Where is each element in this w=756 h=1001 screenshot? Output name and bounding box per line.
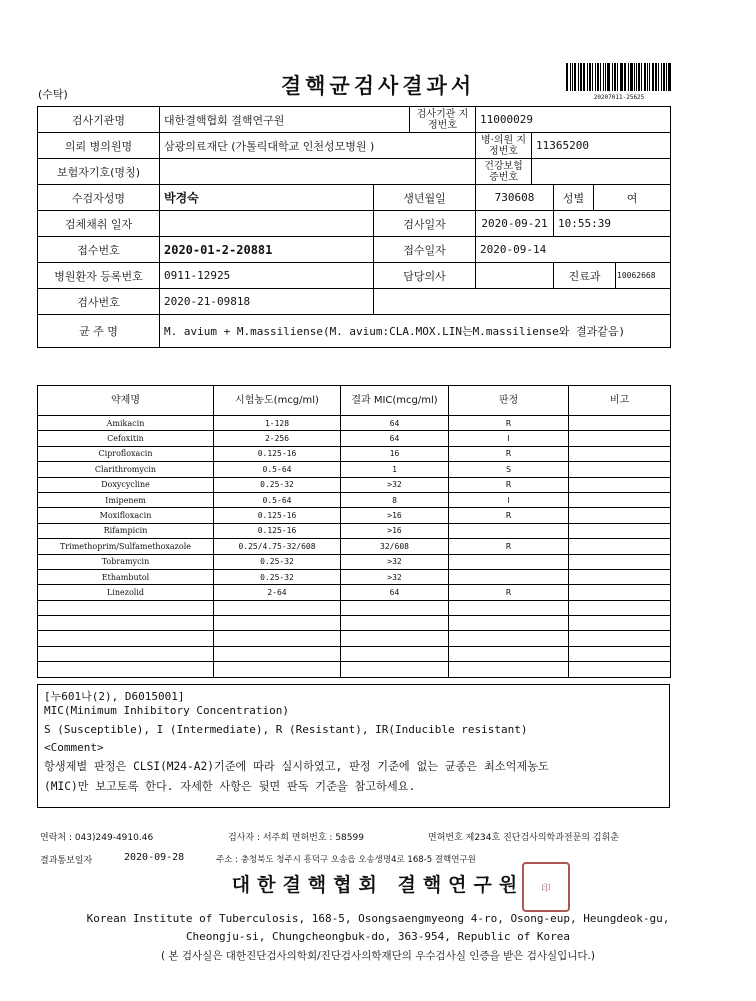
- mic-value: 64: [341, 585, 449, 600]
- mic-row: [38, 446, 671, 461]
- remark: [569, 462, 671, 477]
- lab-value: 대한결핵협회 결핵연구원: [160, 107, 410, 133]
- dob-value: 730608: [476, 185, 554, 211]
- barcode-bar: [587, 63, 588, 91]
- species-label: 균 주 명: [38, 315, 160, 348]
- interpretation: [449, 646, 569, 661]
- mic-row: [38, 492, 671, 507]
- received-value: 2020-09-14: [476, 237, 671, 263]
- test-range: [214, 600, 341, 615]
- interpretation: R: [449, 446, 569, 461]
- interpretation: R: [449, 508, 569, 523]
- mic-row: [38, 523, 671, 538]
- mic-value: [341, 631, 449, 646]
- patient-info-table: [37, 106, 671, 348]
- barcode-bar: [605, 63, 607, 91]
- mic-value: >16: [341, 523, 449, 538]
- mic-row: [38, 508, 671, 523]
- barcode-bar: [661, 63, 662, 91]
- dept-value: 10062668: [616, 263, 671, 289]
- mic-row: [38, 569, 671, 584]
- mic-value: 16: [341, 446, 449, 461]
- remark: [569, 508, 671, 523]
- remark: [569, 539, 671, 554]
- remark: [569, 431, 671, 446]
- sex-value: 여: [594, 185, 671, 211]
- barcode-bar: [649, 63, 650, 91]
- interpretation: I: [449, 492, 569, 507]
- test-range: [214, 631, 341, 646]
- remark: [569, 446, 671, 461]
- drug-name: Imipenem: [38, 492, 214, 507]
- test-range: 2-64: [214, 585, 341, 600]
- hospital-value: 삼광의료재단 (가톨릭대학교 인천성모병원 ): [160, 133, 476, 159]
- official-seal-icon: 印: [522, 862, 570, 912]
- remark: [569, 477, 671, 492]
- barcode-bar: [644, 63, 646, 91]
- drug-name: Tobramycin: [38, 554, 214, 569]
- test-range: [214, 662, 341, 677]
- mic-value: >32: [341, 477, 449, 492]
- mic-row: [38, 416, 671, 431]
- remark: [569, 616, 671, 631]
- barcode-bar: [628, 63, 629, 91]
- interpretation: [449, 554, 569, 569]
- drug-name: [38, 616, 214, 631]
- remark: [569, 569, 671, 584]
- comment-box: [37, 684, 670, 808]
- doctor-label: 담당의사: [374, 263, 476, 289]
- remark: [569, 585, 671, 600]
- barcode-bar: [566, 63, 568, 91]
- mic-value: [341, 646, 449, 661]
- drug-name: Ciprofloxacin: [38, 446, 214, 461]
- test-range: 0.125-16: [214, 523, 341, 538]
- report-date-value: 2020-09-28: [124, 852, 185, 863]
- test-no-label: 검사번호: [38, 289, 160, 315]
- interpretation: [449, 600, 569, 615]
- barcode-bar: [636, 63, 637, 91]
- director-license: 면허번호 제234호 진단검사의학과전문의 김휘춘: [428, 833, 619, 843]
- mic-value: 64: [341, 416, 449, 431]
- mic-row: [38, 431, 671, 446]
- mic-value: 64: [341, 431, 449, 446]
- health-ins-label: 건강보험 증번호: [476, 159, 532, 185]
- dob-label: 생년월일: [374, 185, 476, 211]
- comment-line-1: 항생제별 판정은 CLSI(M24-A2)기준에 따라 실시하였고, 판정 기준에 없는 균종은 최소억제농도: [44, 760, 549, 773]
- test-date-label: 검사일자: [374, 211, 476, 237]
- test-range: [214, 616, 341, 631]
- mic-row: [38, 662, 671, 677]
- remark: [569, 416, 671, 431]
- received-label: 접수일자: [374, 237, 476, 263]
- drug-name: Ethambutol: [38, 569, 214, 584]
- test-code: [누601나(2), D6015001]: [44, 690, 185, 703]
- lab-no-label: 검사기관 지정번호: [410, 107, 476, 133]
- interpretation: R: [449, 477, 569, 492]
- test-range: 0.125-16: [214, 446, 341, 461]
- chart-value: 0911-12925: [160, 263, 374, 289]
- lab-address: 주소 : 충청북도 청주시 흥덕구 오송읍 오송생명4로 168-5 결핵연구원: [216, 855, 476, 865]
- barcode-bar: [603, 63, 604, 91]
- hospital-label: 의뢰 병의원명: [38, 133, 160, 159]
- mic-value: [341, 616, 449, 631]
- interpretation: I: [449, 431, 569, 446]
- barcode-bar: [658, 63, 659, 91]
- remark: [569, 554, 671, 569]
- mic-definition: MIC(Minimum Inhibitory Concentration): [44, 704, 290, 717]
- mic-row: [38, 631, 671, 646]
- drug-name: Linezolid: [38, 585, 214, 600]
- barcode-bar: [620, 63, 621, 91]
- interpretation: [449, 616, 569, 631]
- barcode-bar: [621, 63, 623, 91]
- interpretation: R: [449, 585, 569, 600]
- test-range: 0.25/4.75-32/608: [214, 539, 341, 554]
- test-date-value: 2020-09-21: [476, 211, 554, 237]
- lab-no-value: 11000029: [476, 107, 671, 133]
- barcode-number: 20207011-25625: [593, 94, 645, 101]
- drug-name: Doxycycline: [38, 477, 214, 492]
- mic-value: >32: [341, 569, 449, 584]
- remark: [569, 662, 671, 677]
- barcode-bar: [630, 63, 633, 91]
- interpretation: [449, 662, 569, 677]
- patient-label: 수검자성명: [38, 185, 160, 211]
- accession-value: 2020-01-2-20881: [160, 237, 374, 263]
- drug-name: [38, 631, 214, 646]
- mic-row: [38, 477, 671, 492]
- barcode-bar: [655, 63, 657, 91]
- barcode-bar: [612, 63, 613, 91]
- drug-name: [38, 646, 214, 661]
- test-range: 0.25-32: [214, 477, 341, 492]
- mic-row: [38, 585, 671, 600]
- barcode-bar: [583, 63, 585, 91]
- dept-label: 진료과: [554, 263, 616, 289]
- barcode-bar: [652, 63, 655, 91]
- mic-value: 32/608: [341, 539, 449, 554]
- comment-line-2: (MIC)만 보고토록 한다. 자세한 사항은 뒷면 판독 기준을 참고하세요.: [44, 780, 416, 793]
- contact-phone: 연락처 : 043)249-4910.46: [40, 833, 154, 843]
- barcode-bar: [578, 63, 579, 91]
- test-no-blank: [374, 289, 671, 315]
- interpretation: R: [449, 539, 569, 554]
- health-ins-value: [532, 159, 671, 185]
- test-range: [214, 646, 341, 661]
- collect-label: 검체채취 일자: [38, 211, 160, 237]
- collect-value: [160, 211, 374, 237]
- barcode-bar: [600, 63, 601, 91]
- mic-row: [38, 646, 671, 661]
- test-range: 2-256: [214, 431, 341, 446]
- barcode-bar: [574, 63, 577, 91]
- species-value: M. avium + M.massiliense(M. avium:CLA.MOX.LIN는M.massiliense와 결과같음): [160, 315, 671, 348]
- drug-name: Amikacin: [38, 416, 214, 431]
- drug-name: Cefoxitin: [38, 431, 214, 446]
- english-address-line-2: Cheongju-si, Chungcheongbuk-do, 363-954, Republic of Korea: [185, 930, 571, 943]
- insured-label: 보험자기호(명칭): [38, 159, 160, 185]
- barcode-bar: [607, 63, 610, 91]
- barcode-bar: [624, 63, 626, 91]
- header-test-range: 시험농도(mcg/ml): [214, 386, 341, 416]
- barcode-bar: [668, 63, 671, 91]
- mic-row: [38, 616, 671, 631]
- test-no-value: 2020-21-09818: [160, 289, 374, 315]
- comment-label: <Comment>: [44, 741, 104, 754]
- mic-row: [38, 539, 671, 554]
- drug-name: Moxifloxacin: [38, 508, 214, 523]
- remark: [569, 492, 671, 507]
- drug-name: [38, 600, 214, 615]
- interpretation-legend: S (Susceptible), I (Intermediate), R (Resistant), IR(Inducible resistant): [44, 723, 528, 736]
- barcode-bar: [617, 63, 618, 91]
- interpretation: [449, 631, 569, 646]
- doctor-value: [476, 263, 554, 289]
- test-range: 0.5-64: [214, 492, 341, 507]
- patient-value: 박경숙: [160, 185, 374, 211]
- mic-row: [38, 462, 671, 477]
- remark: [569, 631, 671, 646]
- drug-name: Clarithromycin: [38, 462, 214, 477]
- barcode-bar: [647, 63, 648, 91]
- document-title: 결핵균검사결과서: [280, 73, 476, 98]
- hospital-no-label: 병·의원 지정번호: [476, 133, 532, 159]
- hospital-no-value: 11365200: [532, 133, 671, 159]
- remark: [569, 600, 671, 615]
- barcode-bar: [580, 63, 582, 91]
- interpretation: S: [449, 462, 569, 477]
- barcode-icon: [566, 63, 672, 91]
- test-range: 1-128: [214, 416, 341, 431]
- barcode-bar: [589, 63, 592, 91]
- barcode-bar: [595, 63, 596, 91]
- drug-name: Rifampicin: [38, 523, 214, 538]
- mic-row: [38, 600, 671, 615]
- barcode-bar: [592, 63, 593, 91]
- barcode-bar: [663, 63, 665, 91]
- barcode-bar: [572, 63, 573, 91]
- mic-results-table: [37, 385, 671, 678]
- header-remarks: 비고: [569, 386, 671, 416]
- lab-label: 검사기관명: [38, 107, 160, 133]
- interpretation: [449, 523, 569, 538]
- mic-value: [341, 662, 449, 677]
- barcode-bar: [570, 63, 571, 91]
- drug-name: Trimethoprim/Sulfamethoxazole: [38, 539, 214, 554]
- test-range: 0.5-64: [214, 462, 341, 477]
- mic-value: 1: [341, 462, 449, 477]
- barcode-bar: [666, 63, 667, 91]
- accession-label: 접수번호: [38, 237, 160, 263]
- header-drug: 약제명: [38, 386, 214, 416]
- header-mic-result: 결과 MIC(mcg/ml): [341, 386, 449, 416]
- receipt-label: (수탁): [38, 88, 68, 101]
- test-time-value: 10:55:39: [554, 211, 671, 237]
- test-range: 0.25-32: [214, 569, 341, 584]
- mic-row: [38, 554, 671, 569]
- drug-name: [38, 662, 214, 677]
- mic-value: >16: [341, 508, 449, 523]
- barcode-bar: [634, 63, 635, 91]
- mic-value: 8: [341, 492, 449, 507]
- barcode-bar: [614, 63, 616, 91]
- interpretation: [449, 569, 569, 584]
- sex-label: 성별: [554, 185, 594, 211]
- chart-label: 병원환자 등록번호: [38, 263, 160, 289]
- english-address-line-1: Korean Institute of Tuberculosis, 168-5, Osongsaengmyeong 4-ro, Osong-eup, Heungdeok-gu,: [86, 912, 670, 925]
- remark: [569, 646, 671, 661]
- examiner-info: 검사자 : 서주희 면허번호 : 58599: [228, 833, 364, 843]
- test-range: 0.125-16: [214, 508, 341, 523]
- interpretation: R: [449, 416, 569, 431]
- header-interpretation: 판정: [449, 386, 569, 416]
- barcode-bar: [638, 63, 640, 91]
- mic-value: >32: [341, 554, 449, 569]
- barcode-bar: [597, 63, 599, 91]
- report-date-label: 결과통보일자: [40, 856, 93, 866]
- certification-note: ( 본 검사실은 대한진단검사의학회/진단검사의학재단의 우수검사실 인증을 받은 검사실입니다.): [160, 950, 595, 962]
- organization-name: 대한결핵협회 결핵연구원: [231, 874, 525, 896]
- test-range: 0.25-32: [214, 554, 341, 569]
- barcode-bar: [641, 63, 642, 91]
- insured-value: [160, 159, 476, 185]
- remark: [569, 523, 671, 538]
- mic-value: [341, 600, 449, 615]
